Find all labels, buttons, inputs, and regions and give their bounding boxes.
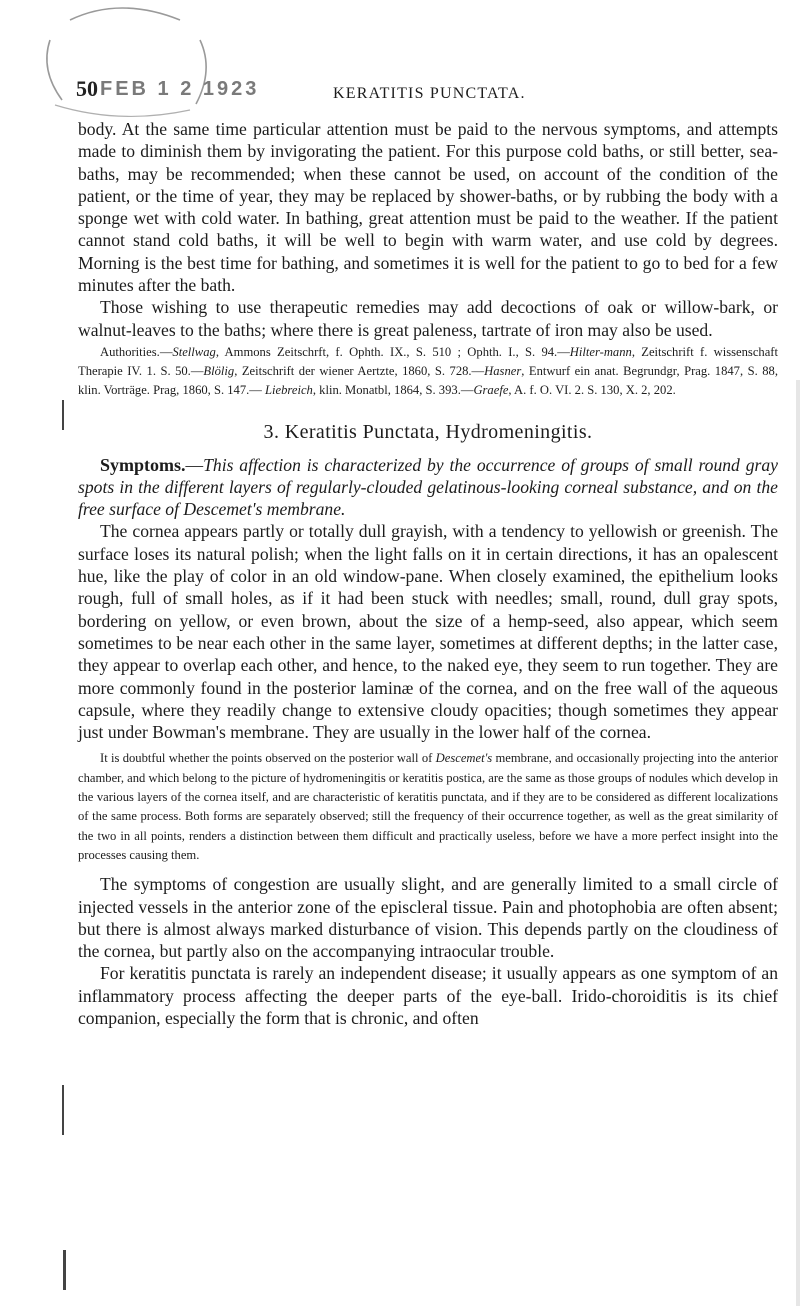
definition-text: This affection is characterized by the occurrence of groups of small round gray spots in the different layers of regularly-clouded gelatinous-looking corneal substance, and on the free surface of Descemet's membrane. [78, 454, 778, 520]
authority-citation: , Zeitschrift der wiener Aertzte, 1860, S. 728.— [234, 364, 485, 379]
authority-name: Graefe [473, 383, 509, 398]
stamp-date: FEB 1 2 1923 [100, 78, 260, 100]
paragraph-cornea-appearance: The cornea appears partly or totally dull grayish, with a tendency to yellowish or greenish. The surface loses its natural polish; when the light falls on it in certain directions, it has an opalescent hue, like the play of color in an old window-pane. When closely examined, the epithelium looks rough, full of small holes, as if it had been stuck with needles; small, round, dull gray spots, bordering on yellow, or even brown, about the size of a hemp-seed, also appear, which seem sometimes to be near each other in the same layer, sometimes at different depths; in the latter case, they appear to overlap each other, and hence, to the naked eye, they seem to run together. They are more commonly found in the posterior laminæ of the cornea, and on the free wall of the aqueous capsule, where they readily change to extensive cloudy opacities; though sometimes they appear just under Bowman's membrane. They are usually in the lower half of the cornea. [78, 521, 778, 743]
authority-name: Liebreich [265, 383, 313, 398]
authority-name: Hasner [484, 364, 522, 379]
margin-mark [63, 1250, 66, 1290]
authority-name: Hilter-mann [569, 344, 632, 359]
note-text: It is doubtful whether the points observed on the posterior wall of [100, 751, 436, 766]
running-title: KERATITIS PUNCTATA. [333, 85, 526, 102]
authority-citation: , klin. Monatbl, 1864, S. 393.— [312, 383, 474, 398]
margin-mark [62, 1085, 64, 1135]
authorities-list: Authorities.—Stellwag, Ammons Zeitschrft, f. Ophth. IX., S. 510 ; Ophth. I., S. 94.—Hilter-mann, Zeitschrift f. wissenschaft Therapie IV. 1. S. 50.—Blölig, Zeitschrift der wiener Aertzte, 1860, S. 728.—Hasner, Entwurf ein anat. Begrundgr, Prag. 1847, S. 88, klin. Vorträge. Prag, 1860, S. 147.— Liebreich, klin. Monatbl, 1864, S. 393.—Graefe, A. f. O. VI. 2. S. 130, X. 2, 202. [78, 344, 778, 398]
authorities-label: Authorities. [100, 344, 160, 359]
symptoms-definition [78, 454, 778, 521]
section-heading: 3. Keratitis Punctata, Hydromeningitis. [263, 420, 593, 443]
authority-citation: , Entwurf ein anat. Begrundgr, Prag. 1847, S. 88, klin. Vorträge. Prag, 1860, S. 147.— [78, 364, 778, 398]
library-stamp-icon [0, 0, 230, 120]
authority-citation: , A. f. O. VI. 2. S. 130, X. 2, 202. [508, 383, 676, 398]
symptoms-label: Symptoms. [100, 454, 186, 475]
paragraph-keratitis-course: For keratitis punctata is rarely an independent disease; it usually appears as one symptom of an inflammatory process affecting the deeper parts of the eye-ball. Irido-choroiditis is its chief companion, especially the form that is chronic, and often [78, 963, 778, 1028]
paragraph-remedies: Those wishing to use therapeutic remedies may add decoctions of oak or willow-bark, or walnut-leaves to the baths; where there is great paleness, tartrate of iron may also be used. [78, 297, 778, 340]
page-edge-shadow [796, 380, 800, 1306]
page-number: 50 [76, 76, 98, 101]
authority-name: Blölig [203, 364, 235, 379]
authority-citation: , Ammons Zeitschrft, f. Ophth. IX., S. 510 ; Ophth. I., S. 94.— [215, 344, 570, 359]
authority-name: Stellwag [172, 344, 216, 359]
note-emphasis: Descemet's [435, 751, 493, 766]
paragraph-congestion: The symptoms of congestion are usually slight, and are generally limited to a small circle of injected vessels in the anterior zone of the episcleral tissue. Pain and photophobia are often absent; but there is almost always marked disturbance of vision. This depends partly on the cloudiness of the cornea, but partly also on the accompanying intraocular trouble. [78, 874, 778, 962]
paragraph-bathing: body. At the same time particular attention must be paid to the nervous symptoms, and attempts made to diminish them by invigorating the patient. For this purpose cold baths, or still better, sea-baths, may be recommended; when these cannot be used, on account of the condition of the patient, or the time of year, they may be replaced by shower-baths, or by rubbing the body with a sponge wet with cold water. In bathing, great attention must be paid to the weather. If the patient cannot stand cold baths, it will be well to begin with warm water, and use cold by degrees. Morning is the best time for bathing, and sometimes it is well for the patient to go to bed for a few minutes after the bath. [78, 119, 778, 296]
symptoms-dash: — [185, 454, 204, 475]
note-text: membrane, and occasionally projecting into the anterior chamber, and which belong to the picture of hydromeningitis or keratitis postica, are the same as those groups of nodules which develop in the various layers of the cornea itself, and are characteristic of keratitis punctata, and if they are to be considered as different localizations of the same process. Both forms are separately observed; still the frequency of their occurrence together, as well as the great similarity of the two in all points, renders a distinction between them difficult and practically useless, before we have a more perfect insight into the processes causing them. [78, 751, 778, 862]
page-content [78, 118, 778, 1029]
small-print-note [78, 749, 778, 865]
authority-citation: , Zeitschrift f. wissenschaft Therapie IV. 1. S. 50.— [78, 344, 778, 379]
margin-mark [62, 400, 64, 430]
